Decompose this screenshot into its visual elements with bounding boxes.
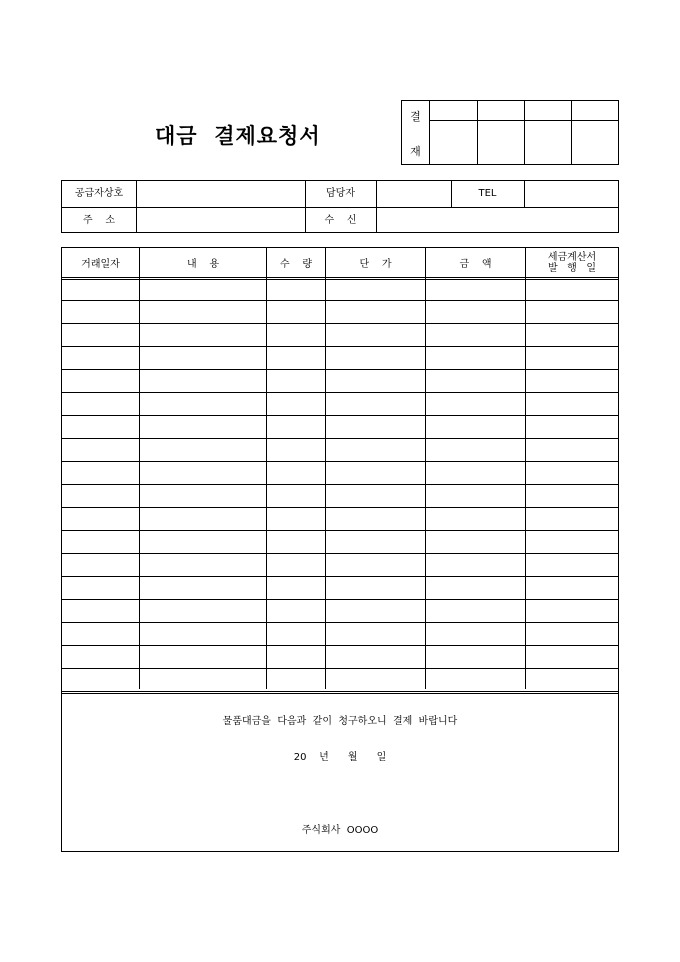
header-unit-price: 단 가 xyxy=(359,259,392,270)
approval-sign-cell[interactable] xyxy=(430,121,477,164)
row-divider xyxy=(62,691,618,692)
approval-sign-cell[interactable] xyxy=(572,121,618,164)
recipient-label: 수 신 xyxy=(324,215,357,226)
row-divider-double xyxy=(62,693,618,694)
row-divider xyxy=(62,369,618,370)
row-divider-double xyxy=(62,279,618,280)
header-invoice-date xyxy=(526,248,618,277)
row-divider xyxy=(62,622,618,623)
header-quantity: 수 량 xyxy=(279,259,313,270)
approval-label-cell xyxy=(402,101,430,164)
approval-sign-cell[interactable] xyxy=(525,121,571,164)
header-invoice-line2: 발 행 일 xyxy=(547,262,597,274)
header-content: 내 용 xyxy=(186,259,220,270)
address-field[interactable] xyxy=(137,208,305,232)
header-amount: 금 액 xyxy=(459,259,492,270)
date-line: 20 년 월 일 xyxy=(293,752,387,763)
row-divider xyxy=(62,323,618,324)
row-divider xyxy=(62,415,618,416)
row-divider xyxy=(62,438,618,439)
approval-label-top: 결 xyxy=(410,110,421,123)
row-divider xyxy=(62,300,618,301)
manager-label: 담당자 xyxy=(326,188,355,199)
row-divider xyxy=(62,461,618,462)
tel-label: TEL xyxy=(478,188,497,199)
row-divider xyxy=(62,484,618,485)
tel-field[interactable] xyxy=(525,181,618,207)
row-divider xyxy=(62,553,618,554)
supplier-info-table xyxy=(61,180,619,233)
row-divider xyxy=(62,668,618,669)
row-divider xyxy=(62,599,618,600)
manager-field[interactable] xyxy=(377,181,451,207)
document-title: 대금 결제요청서 xyxy=(155,124,321,148)
approval-sign-cell[interactable] xyxy=(478,121,524,164)
approval-box xyxy=(401,100,619,165)
address-label: 주 소 xyxy=(82,215,116,226)
header-date: 거래일자 xyxy=(81,259,120,270)
items-table xyxy=(61,247,619,852)
approval-label-bottom: 재 xyxy=(410,145,421,158)
row-divider xyxy=(62,346,618,347)
company-name: 주식회사 OOOO xyxy=(301,825,379,836)
row-divider xyxy=(62,392,618,393)
supplier-name-field[interactable] xyxy=(137,181,305,207)
row-divider xyxy=(62,576,618,577)
row-divider xyxy=(62,507,618,508)
request-message: 물품대금을 다음과 같이 청구하오니 결제 바랍니다 xyxy=(222,716,458,727)
header-invoice-line1: 세금계산서 xyxy=(547,251,597,263)
row-divider xyxy=(62,530,618,531)
row-divider xyxy=(62,277,618,278)
row-divider xyxy=(62,645,618,646)
supplier-name-label: 공급자상호 xyxy=(74,188,124,199)
recipient-field[interactable] xyxy=(377,208,618,232)
